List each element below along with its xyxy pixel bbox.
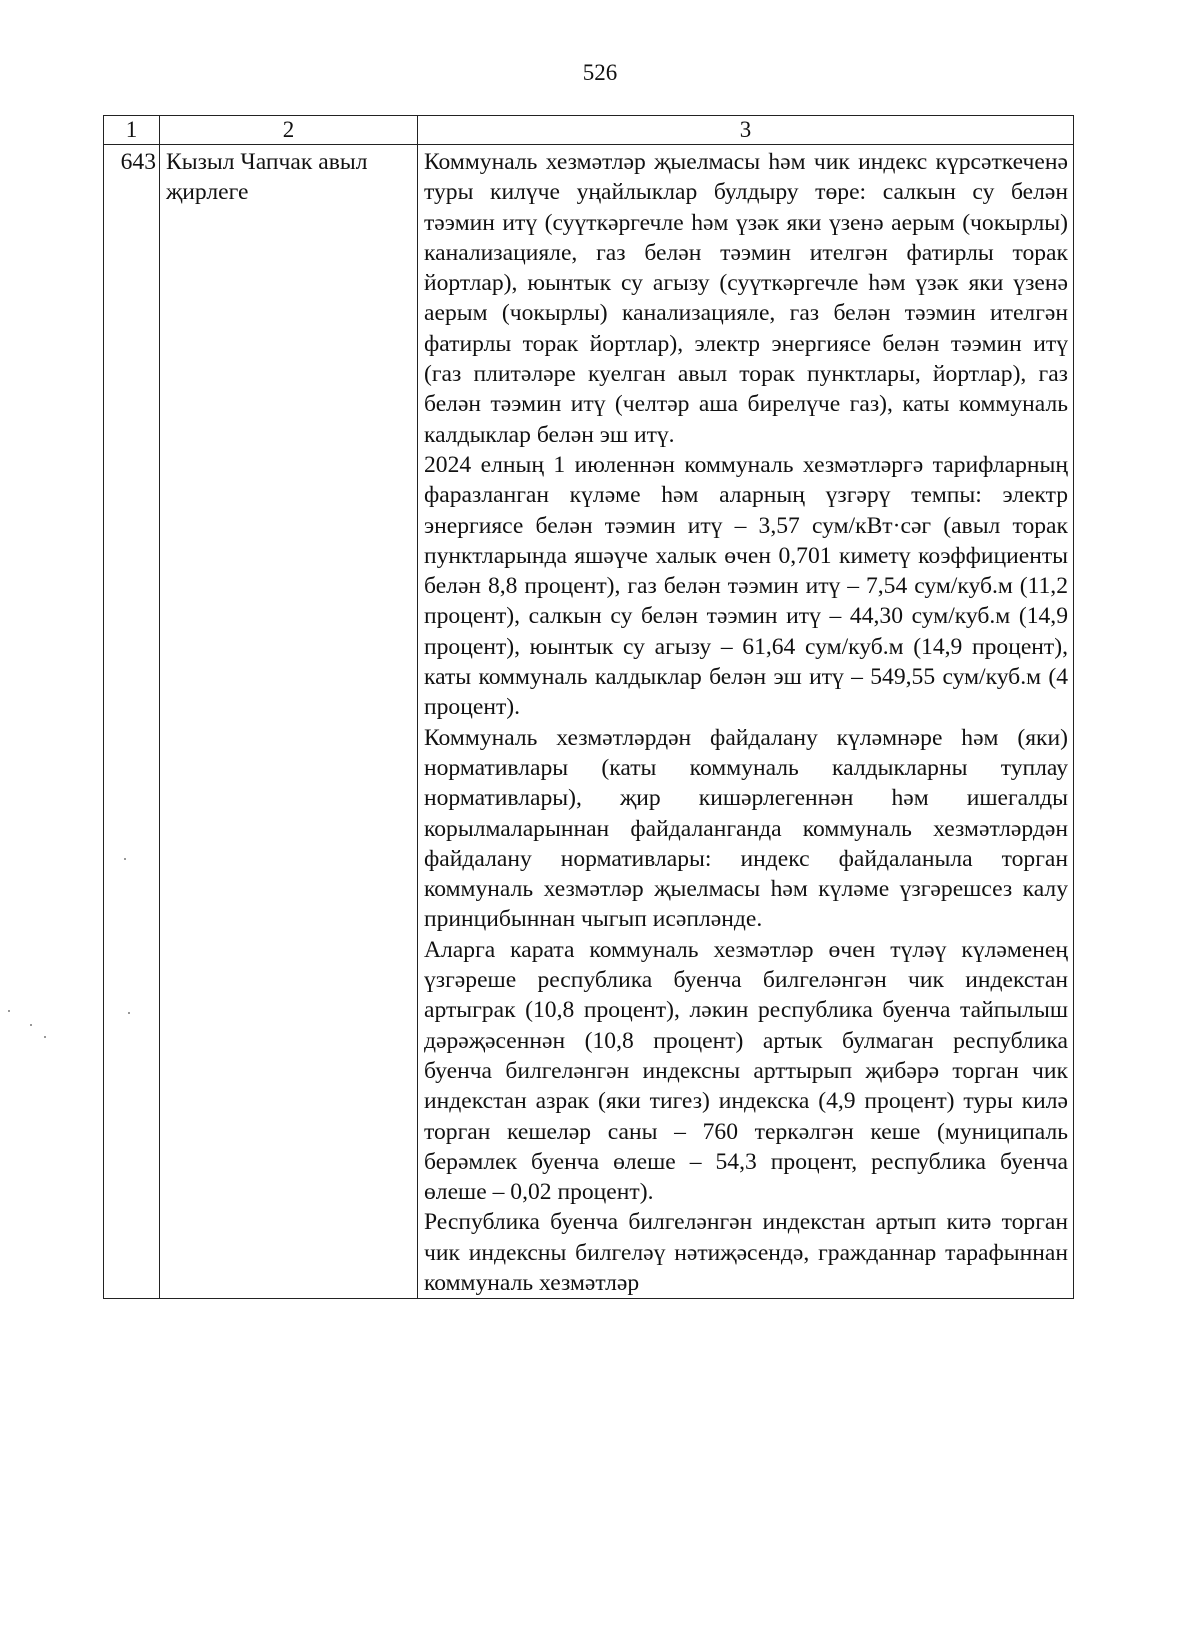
scan-speck (124, 858, 126, 860)
scan-speck (8, 1010, 10, 1012)
column-header-3: 3 (418, 116, 1074, 145)
paragraph-utility-set: Коммуналь хезмәтләр җыелмасы һәм чик индекс күрсәткеченә туры килүче уңайлыклар булдыру төре: салкын су белән тәэмин итү (суүткәргечле һәм үзәк яки үзенә аерым (чокырлы) канализацияле, газ белән тәэмин ителгән фатирлы торак йортлар), юынтык су агызу (суүткәргечле һәм үзәк яки үзенә аерым (чокырлы) канализацияле, газ белән тәэмин ителгән фатирлы торак йортлар), электр энергиясе белән тәэмин итү (газ плитәләре куелган авыл торак пунктлары, йортлар), газ белән тәэмин итү (челтәр аша бирелүче газ), каты коммуналь калдыклар белән эш итү. (424, 149, 1068, 448)
paragraph-tariffs: 2024 елның 1 июленнән коммуналь хезмәтләргә тарифларның фаразланган күләме һәм аларның үзгәрү темпы: электр энергиясе белән тәэмин итү – 3,57 сум/кВт·сәг (авыл торак пунктларында яшәүче халык өчен 0,701 киметү коэффициенты белән 8,8 процент), газ белән тәэмин итү – 7,54 сум/куб.м (11,2 процент), салкын су белән тәэмин итү – 44,30 сум/куб.м (14,9 процент), юынтык су агызу – 61,64 сум/куб.м (14,9 процент), каты коммуналь калдыклар белән эш итү – 549,55 сум/куб.м (4 процент). (424, 451, 1068, 721)
row-number-cell: 643 (104, 145, 160, 1299)
paragraph-affected-population: Аларга карата коммуналь хезмәтләр өчен түләү күләменең үзгәреше республика буенча билгеләнгән чик индекстан артыграк (10,8 процент), ләкин республика буенча тайпылыш дәрәҗәсеннән (10,8 процент) артык булмаган республика буенча билгеләнгән индексны арттырып җибәрә торган чик индекстан азрак (яки тигез) индекска (4,9 процент) туры килә торган кешеләр саны – 760 теркәлгән кеше (муниципаль берәмлек буенча өлеше – 54,3 процент, республика буенча өлеше – 0,02 процент). (424, 936, 1068, 1206)
column-header-2: 2 (160, 116, 418, 145)
scan-speck (128, 1012, 130, 1014)
description-cell (418, 145, 1074, 1299)
tariff-table (103, 115, 1074, 1299)
column-header-1: 1 (104, 116, 160, 145)
table-row (104, 145, 1074, 1299)
paragraph-consumption-norms: Коммуналь хезмәтләрдән файдалану күләмнәре һәм (яки) нормативлары (каты коммуналь калдыкларны туплау нормативлары), җир кишәрлегеннән һәм ишегалды корылмаларыннан файдаланганда коммуналь хезмәтләрдән файдалану нормативлары: индекс файдаланыла торган коммуналь хезмәтләр җыелмасы һәм күләме үзгәрешсез калу принцибыннан чыгып исәпләнде. (424, 724, 1068, 933)
municipality-name-cell: Кызыл Чапчак авыл җирлеге (160, 145, 418, 1299)
table-header-row (104, 116, 1074, 145)
page-number: 526 (582, 60, 618, 85)
paragraph-continued: Республика буенча билгеләнгән индекстан артып китә торган чик индексны билгеләү нәтиҗәсендә, гражданнар тарафыннан коммуналь хезмәтләр (424, 1209, 1068, 1296)
scan-speck (44, 1036, 46, 1038)
scan-speck (30, 1024, 32, 1026)
